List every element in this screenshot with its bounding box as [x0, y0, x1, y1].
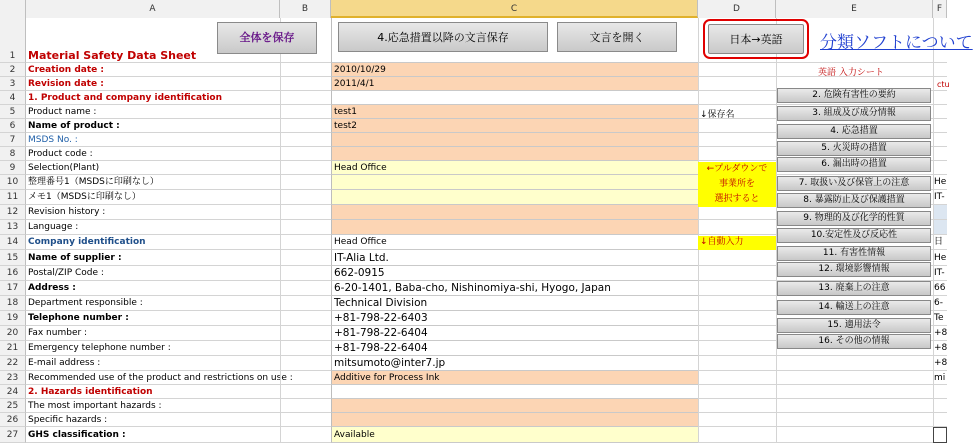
section-button-10[interactable]: 10.安定性及び反応性 — [777, 228, 931, 243]
cell-d[interactable] — [698, 371, 776, 385]
row-header[interactable]: 18 — [0, 296, 26, 311]
cell-b[interactable] — [280, 63, 331, 77]
english-input-sheet-label: 英語 入力シート — [818, 68, 884, 78]
cell-b[interactable] — [280, 250, 331, 266]
cell-c[interactable]: 6-20-1401, Baba-cho, Nishinomiya-shi, Hyogo, Japan — [331, 281, 698, 296]
cell-c[interactable] — [331, 220, 698, 235]
row-header[interactable]: 16 — [0, 266, 26, 281]
cell-f[interactable]: +8 — [933, 326, 947, 341]
cell-c[interactable]: 662-0915 — [331, 266, 698, 281]
cell-a[interactable]: MSDS No. : — [26, 133, 280, 147]
cell-b[interactable] — [280, 119, 331, 133]
cell-f[interactable]: IT- — [933, 190, 947, 205]
select-all-corner[interactable] — [0, 0, 26, 18]
cell-f[interactable] — [933, 105, 947, 119]
cell-b[interactable] — [280, 413, 331, 427]
section-button-2[interactable]: 2. 危険有害性の要約 — [777, 88, 931, 103]
cell-c[interactable]: +81-798-22-6404 — [331, 341, 698, 356]
cell-a[interactable]: Name of supplier : — [26, 250, 280, 266]
cell-d[interactable] — [698, 250, 776, 266]
section-button-3[interactable]: 3. 組成及び成分情報 — [777, 106, 931, 121]
column-header-c[interactable]: C — [331, 0, 698, 18]
row-header[interactable]: 15 — [0, 250, 26, 266]
row-header[interactable]: 24 — [0, 385, 26, 399]
cell-d[interactable] — [698, 427, 776, 443]
cell-f[interactable] — [933, 119, 947, 133]
row-header[interactable]: 6 — [0, 119, 26, 133]
row-header[interactable]: 23 — [0, 371, 26, 385]
row-header[interactable]: 17 — [0, 281, 26, 296]
cell-f[interactable] — [933, 205, 947, 220]
cell-c[interactable]: IT-Alia Ltd. — [331, 250, 698, 266]
cell-d[interactable] — [698, 266, 776, 281]
column-header-d[interactable]: D — [698, 0, 776, 18]
cell-c[interactable]: 2011/4/1 — [331, 77, 698, 91]
cell-f[interactable]: +8 — [933, 356, 947, 371]
cell-c[interactable] — [331, 385, 698, 399]
cell-c[interactable]: +81-798-22-6404 — [331, 326, 698, 341]
cell-d[interactable] — [698, 281, 776, 296]
section-button-8[interactable]: 8. 暴露防止及び保護措置 — [777, 193, 931, 208]
cell-b[interactable] — [280, 91, 331, 105]
cell-a[interactable]: Address : — [26, 281, 280, 296]
cell-d[interactable] — [698, 296, 776, 311]
cell-f[interactable]: IT- — [933, 266, 947, 281]
cell-b[interactable] — [280, 356, 331, 371]
cell-f[interactable]: 66 — [933, 281, 947, 296]
row-header[interactable]: 5 — [0, 105, 26, 119]
cell-a[interactable]: Selection(Plant) — [26, 161, 280, 175]
cell-b[interactable] — [280, 161, 331, 175]
auto-input-note: ↓自動入力 — [698, 236, 776, 250]
cell-a[interactable]: Language : — [26, 220, 280, 235]
save-name-label: ↓保存名 — [700, 110, 735, 120]
japanese-to-english-button[interactable]: 日本→英語 — [708, 24, 804, 54]
save-text-from-section4-button[interactable]: 4.応急措置以降の文言保存 — [338, 22, 548, 52]
row-header[interactable]: 9 — [0, 161, 26, 175]
cell-c[interactable] — [331, 91, 698, 105]
cell-d[interactable] — [698, 385, 776, 399]
section-button-7[interactable]: 7. 取扱い及び保管上の注意 — [777, 176, 931, 191]
cell-f[interactable] — [933, 63, 947, 77]
cell-a[interactable]: 2. Hazards identification — [26, 385, 280, 399]
cell-c[interactable]: Additive for Process Ink — [331, 371, 698, 385]
cell-a[interactable]: Fax number : — [26, 326, 280, 341]
section-button-6[interactable]: 6. 漏出時の措置 — [777, 157, 931, 172]
row-header[interactable]: 14 — [0, 235, 26, 250]
cell-a[interactable]: Product code : — [26, 147, 280, 161]
cell-c[interactable] — [331, 205, 698, 220]
cell-d[interactable] — [698, 413, 776, 427]
cell-b[interactable] — [280, 427, 331, 443]
row-header[interactable]: 7 — [0, 133, 26, 147]
cell-e[interactable] — [776, 413, 933, 427]
cell-f[interactable]: 日 — [933, 235, 947, 250]
cell-c[interactable]: mitsumoto@inter7.jp — [331, 356, 698, 371]
cell-b[interactable] — [280, 281, 331, 296]
section-button-11[interactable]: 11. 有害性情報 — [777, 246, 931, 261]
row-header[interactable]: 13 — [0, 220, 26, 235]
cell-b[interactable] — [280, 341, 331, 356]
cell-d[interactable] — [698, 63, 776, 77]
cell-e[interactable] — [776, 427, 933, 443]
cell-f[interactable]: He — [933, 175, 947, 190]
cell-d[interactable] — [698, 399, 776, 413]
cell-f[interactable]: +8 — [933, 341, 947, 356]
cell-a[interactable]: GHS classification : — [26, 427, 280, 443]
cell-a[interactable]: Recommended use of the product and restrictions on use : — [28, 373, 293, 383]
cell-b[interactable] — [280, 105, 331, 119]
row-header[interactable]: 1 — [0, 18, 26, 63]
cell-c[interactable]: +81-798-22-6403 — [331, 311, 698, 326]
section-button-4[interactable]: 4. 応急措置 — [777, 124, 931, 139]
section-button-13[interactable]: 13. 廃棄上の注意 — [777, 281, 931, 296]
cell-a[interactable]: Telephone number : — [26, 311, 280, 326]
cell-c[interactable]: Head Office — [331, 235, 698, 250]
section-button-9[interactable]: 9. 物理的及び化学的性質 — [777, 211, 931, 226]
column-header-f[interactable]: F — [933, 0, 947, 18]
cell-f[interactable] — [933, 427, 947, 443]
cell-a[interactable]: Specific hazards : — [26, 413, 280, 427]
column-header-a[interactable]: A — [26, 0, 280, 18]
row-header[interactable]: 27 — [0, 427, 26, 443]
section-button-15[interactable]: 15. 適用法令 — [777, 318, 931, 333]
cell-f[interactable]: Te — [933, 311, 947, 326]
cell-a[interactable]: Company identification — [26, 235, 280, 250]
pulldown-note: ←プルダウンで 事業所を 選択すると — [698, 162, 776, 207]
cell-d[interactable] — [698, 341, 776, 356]
cell-e[interactable] — [776, 385, 933, 399]
cell-d[interactable] — [698, 311, 776, 326]
cell-c[interactable] — [331, 147, 698, 161]
cell-f[interactable] — [933, 385, 947, 399]
row-header[interactable]: 21 — [0, 341, 26, 356]
cell-b[interactable] — [280, 77, 331, 91]
cell-f[interactable]: mi — [934, 373, 946, 383]
row-header[interactable]: 4 — [0, 91, 26, 105]
cell-c[interactable]: 2010/10/29 — [331, 63, 698, 77]
cell-b[interactable] — [280, 220, 331, 235]
section-button-16[interactable]: 16. その他の情報 — [777, 334, 931, 349]
cell-f[interactable] — [933, 133, 947, 147]
row-header[interactable]: 25 — [0, 399, 26, 413]
column-header-b[interactable]: B — [280, 0, 331, 18]
cell-f[interactable] — [933, 91, 947, 105]
cell-c[interactable]: test1 — [331, 105, 698, 119]
cell-e[interactable] — [776, 399, 933, 413]
cell-e[interactable] — [776, 356, 933, 371]
row-header[interactable]: 2 — [0, 63, 26, 77]
cell-a[interactable]: Name of product : — [26, 119, 280, 133]
cell-b[interactable] — [280, 235, 331, 250]
cell-d[interactable] — [698, 91, 776, 105]
column-header-bar — [0, 0, 947, 18]
cell-b[interactable] — [280, 266, 331, 281]
classification-software-link[interactable]: 分類ソフトについて — [820, 33, 973, 53]
cell-f[interactable] — [933, 413, 947, 427]
row-header[interactable]: 10 — [0, 175, 26, 190]
cell-a[interactable]: Department responsible : — [26, 296, 280, 311]
cell-c[interactable]: Available — [331, 427, 698, 443]
cell-d[interactable] — [698, 77, 776, 91]
cell-a[interactable]: E-mail address : — [26, 356, 280, 371]
row-header[interactable]: 26 — [0, 413, 26, 427]
partial-label: ctu — [937, 80, 950, 89]
cell-c[interactable] — [331, 413, 698, 427]
cell-d[interactable] — [698, 326, 776, 341]
save-all-button[interactable]: 全体を保存 — [217, 22, 317, 54]
cell-e[interactable] — [776, 371, 933, 385]
cell-f[interactable]: He — [933, 250, 947, 266]
row-header[interactable]: 8 — [0, 147, 26, 161]
row-header[interactable]: 12 — [0, 205, 26, 220]
cell-b[interactable] — [280, 311, 331, 326]
cell-b[interactable] — [280, 399, 331, 413]
open-text-button[interactable]: 文言を開く — [557, 22, 677, 52]
cell-b[interactable] — [280, 326, 331, 341]
cell-b[interactable] — [280, 133, 331, 147]
section-button-12[interactable]: 12. 環境影響情報 — [777, 262, 931, 277]
row-header[interactable]: 19 — [0, 311, 26, 326]
cell-c[interactable]: Technical Division — [331, 296, 698, 311]
cell-c[interactable] — [331, 399, 698, 413]
cell-a[interactable]: Revision history : — [26, 205, 280, 220]
cell-d[interactable] — [698, 205, 776, 220]
row-header[interactable]: 20 — [0, 326, 26, 341]
row-header[interactable]: 3 — [0, 77, 26, 91]
cell-a[interactable]: Postal/ZIP Code : — [26, 266, 280, 281]
cell-f[interactable]: 6- — [933, 296, 947, 311]
row-header[interactable]: 22 — [0, 356, 26, 371]
cell-b[interactable] — [280, 147, 331, 161]
cell-f[interactable] — [933, 161, 947, 175]
cell-d[interactable] — [698, 133, 776, 147]
cell-a[interactable]: メモ1（MSDSに印刷なし） — [26, 190, 280, 205]
cell-b[interactable] — [280, 371, 331, 385]
row-header[interactable]: 11 — [0, 190, 26, 205]
cell-c[interactable] — [331, 190, 698, 205]
cell-f[interactable] — [933, 147, 947, 161]
cell-a[interactable]: 整理番号1（MSDSに印刷なし） — [26, 175, 280, 190]
section-button-5[interactable]: 5. 火災時の措置 — [777, 141, 931, 156]
cell-a[interactable]: Revision date : — [26, 77, 280, 91]
cell-a[interactable]: Emergency telephone number : — [26, 341, 280, 356]
cell-c[interactable] — [331, 175, 698, 190]
cell-b[interactable] — [280, 296, 331, 311]
cell-d[interactable] — [698, 220, 776, 235]
cell-b[interactable] — [280, 175, 331, 190]
cell-d[interactable] — [698, 147, 776, 161]
cell-f[interactable] — [933, 399, 947, 413]
cell-b[interactable] — [280, 190, 331, 205]
cell-c[interactable]: test2 — [331, 119, 698, 133]
column-header-e[interactable]: E — [776, 0, 933, 18]
cell-a[interactable]: Creation date : — [26, 63, 280, 77]
cell-d[interactable] — [698, 119, 776, 133]
cell-a[interactable]: The most important hazards : — [26, 399, 280, 413]
cell-c[interactable]: Head Office — [331, 161, 698, 175]
section-button-14[interactable]: 14. 輸送上の注意 — [777, 300, 931, 315]
cell-a[interactable]: Product name : — [26, 105, 280, 119]
cell-a[interactable]: 1. Product and company identification — [26, 91, 280, 105]
cell-f[interactable] — [933, 220, 947, 235]
cell-b[interactable] — [280, 385, 331, 399]
cell-c[interactable] — [331, 133, 698, 147]
cell-b[interactable] — [280, 205, 331, 220]
cell-a[interactable]: Material Safety Data Sheet — [26, 18, 280, 63]
cell-d[interactable] — [698, 356, 776, 371]
